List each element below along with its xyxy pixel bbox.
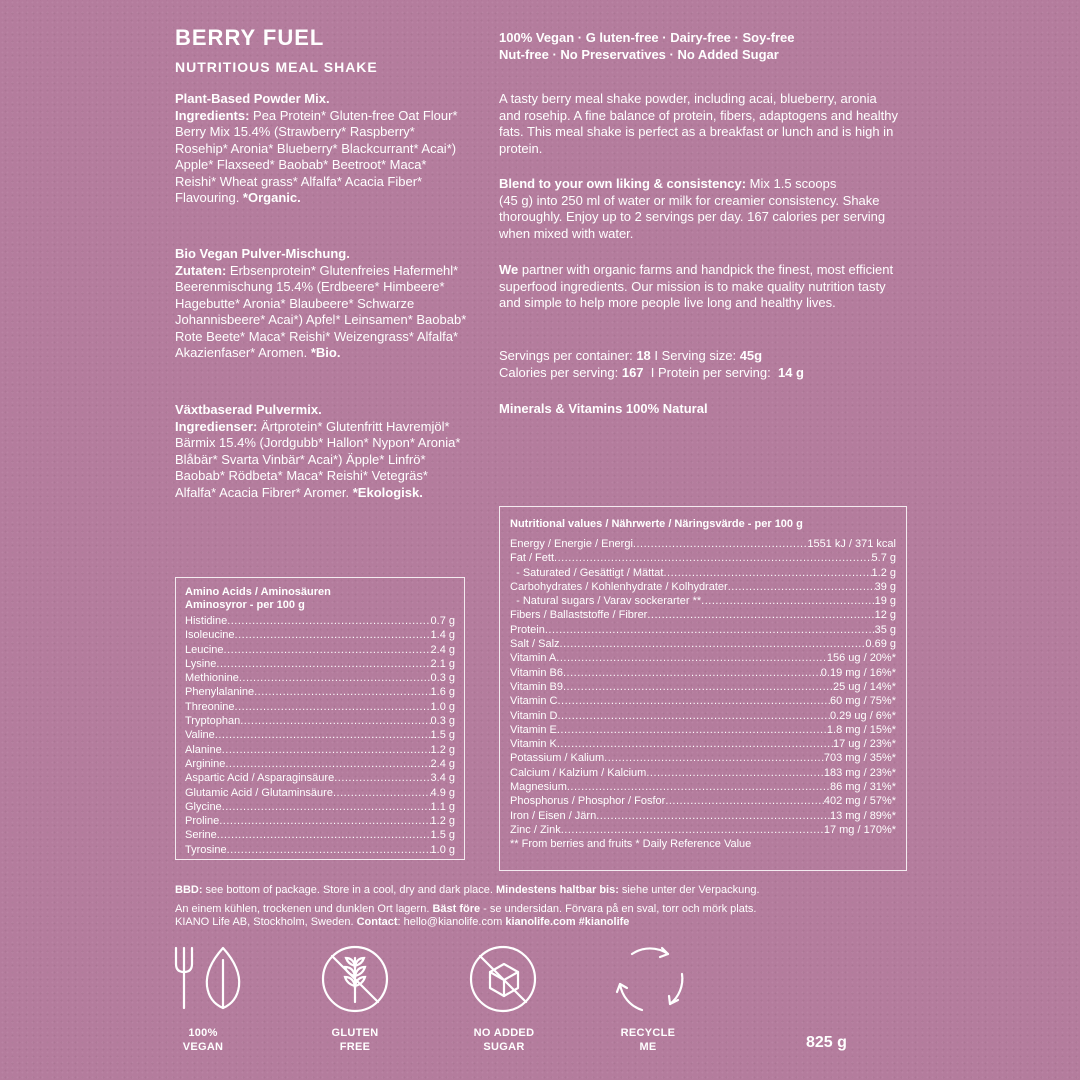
amino-row — [185, 671, 455, 685]
mhd-label: Mindestens haltbar bis: — [496, 884, 619, 896]
amino-acid-table — [175, 577, 465, 860]
claims-line-1: 100% Vegan · G luten-free · Dairy-free · Soy-free — [499, 30, 795, 45]
recycle-badge-line-1: RECYCLE — [620, 1027, 676, 1039]
nutrition-row-value: 60 mg / 75%* — [829, 695, 896, 708]
amino-row-value: 2.4 g — [430, 757, 455, 770]
company-line — [175, 914, 895, 931]
nutrition-row — [510, 608, 896, 622]
nutrition-row — [510, 680, 896, 694]
nutrition-row — [510, 580, 896, 594]
amino-row-leader — [240, 714, 430, 728]
amino-row — [185, 800, 455, 814]
ingredients-en-text: Pea Protein* Gluten-free Oat Flour* Berry Mix 15.4% (Strawberry* Raspberry* Rosehip* Aronia* Blueberry* Blackcurrant* Acai*) Apple* Flaxseed* Baobab* Beetroot* Maca* Reishi* Wheat grass* Alfalfa* Acacia Fiber* Flavouring. — [175, 107, 458, 205]
nutrition-rows — [510, 537, 896, 837]
amino-row-value: 1.2 g — [430, 815, 455, 828]
nutrition-row-leader — [646, 766, 824, 780]
nutrition-row-leader — [563, 666, 821, 680]
amino-row-leader — [222, 800, 431, 814]
nutrition-row-name: Phosphorus / Phosphor / Fosfor — [510, 795, 666, 808]
contact-text: : hello@kianolife.com — [397, 916, 506, 928]
product-subtitle: NUTRITIOUS MEAL SHAKE — [175, 59, 378, 75]
nutrition-row-name: - Natural sugars / Varav sockerarter ** — [510, 595, 702, 608]
nutrition-row-name: Magnesium — [510, 781, 567, 794]
nutrition-row-value: 17 mg / 170%* — [823, 823, 896, 836]
amino-row — [185, 814, 455, 828]
servings-per-container: 18 — [636, 348, 651, 363]
nutrition-row — [510, 809, 896, 823]
amino-row-leader — [333, 786, 431, 800]
nutrition-row-leader — [647, 608, 874, 622]
amino-row — [185, 728, 455, 742]
ingredients-en-note: *Organic. — [242, 190, 301, 205]
nutrition-row — [510, 537, 896, 551]
nutrition-table — [499, 506, 907, 871]
amino-row-name: Valine — [185, 729, 215, 742]
amino-row-value: 1.0 g — [430, 843, 455, 856]
nutrition-row-value: 156 ug / 20%* — [826, 652, 896, 665]
nutrition-row-leader — [545, 623, 875, 637]
vegan-badge-label — [168, 1026, 238, 1054]
claims-line-2: Nut-free · No Preservatives · No Added Sugar — [499, 47, 779, 62]
amino-row-name: Histidine — [185, 615, 228, 627]
no-added-sugar-badge-label — [462, 1026, 546, 1054]
amino-row-name: Tryptophan — [185, 715, 241, 728]
nutrition-row-value: 13 mg / 89%* — [829, 809, 896, 822]
servings-per-container-label: Servings per container: — [499, 348, 633, 363]
gluten-badge-line-2: FREE — [339, 1041, 371, 1053]
amino-row — [185, 614, 455, 628]
blend-text-1: Mix 1.5 scoops — [746, 176, 837, 191]
nutrition-row — [510, 823, 896, 837]
nutrition-row — [510, 737, 896, 751]
amino-row-value: 0.3 g — [430, 715, 455, 728]
amino-row-value: 2.1 g — [430, 657, 455, 670]
nutrition-row — [510, 751, 896, 765]
nutrition-row-leader — [665, 794, 824, 808]
nutrition-row — [510, 551, 896, 565]
amino-row-leader — [227, 614, 430, 628]
mhd-text: siehe unter der Verpackung. — [618, 884, 760, 896]
nutrition-row-leader — [596, 809, 830, 823]
company-name: KIANO Life AB, Stockholm, Sweden. — [175, 916, 357, 928]
nutrition-row — [510, 594, 896, 608]
amino-row-name: Phenylalanine — [185, 686, 255, 699]
amino-row-value: 1.0 g — [430, 700, 455, 713]
nutrition-row-value: 703 mg / 35%* — [823, 752, 896, 765]
amino-row-name: Isoleucine — [185, 629, 235, 642]
net-weight: 825 g — [806, 1034, 847, 1051]
amino-row — [185, 685, 455, 699]
nutrition-row-value: 86 mg / 31%* — [829, 781, 896, 794]
partner-we: We — [499, 262, 519, 277]
gluten-free-badge-label — [320, 1026, 390, 1054]
nutrition-row-value: 0.19 mg / 16%* — [820, 666, 896, 679]
amino-row-name: Alanine — [185, 743, 222, 756]
nutrition-row-name: Vitamin B9 — [510, 680, 563, 693]
nutrition-row — [510, 780, 896, 794]
minerals-text: Minerals & Vitamins 100% Natural — [499, 401, 708, 416]
no-added-sugar-icon — [468, 944, 538, 1014]
amino-row — [185, 843, 455, 857]
amino-row — [185, 714, 455, 728]
nutrition-row-value: 0.69 g — [865, 638, 896, 651]
nutrition-row-name: - Saturated / Gesättigt / Mättat — [510, 566, 664, 579]
gluten-badge-line-1: GLUTEN — [331, 1027, 379, 1039]
recycle-badge-line-2: ME — [639, 1041, 657, 1053]
nutrition-row-value: 25 ug / 14%* — [833, 680, 896, 693]
recycle-badge-label — [613, 1026, 683, 1054]
nutrition-row-value: 1551 kJ / 371 kcal — [807, 538, 896, 550]
nutrition-row-value: 39 g — [874, 580, 896, 593]
nutrition-row — [510, 723, 896, 737]
nutrition-row-value: 17 ug / 23%* — [833, 738, 896, 751]
ingredients-de-label: Zutaten: — [175, 262, 227, 278]
amino-row — [185, 743, 455, 757]
calories-value: 167 — [621, 364, 644, 380]
nutrition-row — [510, 623, 896, 637]
amino-row-name: Glycine — [185, 800, 222, 813]
nutrition-row-value: 5.7 g — [871, 552, 896, 565]
nutrition-row — [510, 637, 896, 651]
ingredients-de-text: Erbsenprotein* Glutenfreies Hafermehl* Beerenmischung 15.4% (Erdbeere* Himbeere* Hagebutte* Aronia* Blaubeere* Schwarze Johannisbeere* Acai*) Apfel* Leinsamen* Baobab* Rote Beete* Maca* Reishi* Weizengrass* Alfalfa* Akazienfaser* Aromen. — [175, 262, 467, 360]
amino-row-leader — [235, 700, 431, 714]
nutrition-header: Nutritional values / Nährwerte / Näringsvärde - per 100 g — [510, 518, 803, 530]
vegan-badge-line-1: 100% — [188, 1027, 218, 1039]
nutrition-row-name: Zinc / Zink — [510, 823, 561, 836]
nutrition-row-leader — [557, 737, 833, 751]
amino-row-name: Tyrosine — [185, 843, 227, 856]
blend-text-2: (45 g) into 250 ml of water or milk for creamier consistency. Shake thoroughly. Enjoy up to 2 servings per day. 167 calories per serving when mixed with water. — [499, 192, 886, 241]
bbd-label: BBD: — [175, 884, 203, 896]
nutrition-row-name: Iron / Eisen / Järn — [510, 809, 597, 822]
nutrition-row-name: Fibers / Ballaststoffe / Fibrer — [510, 609, 648, 622]
nutrition-row-value: 183 mg / 23%* — [823, 766, 896, 779]
amino-row — [185, 643, 455, 657]
serving-size: 45g — [739, 348, 763, 363]
amino-row-value: 1.5 g — [430, 829, 455, 842]
nutrition-row-leader — [604, 751, 824, 765]
amino-row-name: Aspartic Acid / Asparaginsäure — [185, 772, 335, 785]
storage-info — [175, 882, 895, 931]
nutrition-row-name: Salt / Salz — [510, 638, 560, 651]
ingredients-german — [175, 246, 467, 362]
nutrition-row-leader — [557, 709, 829, 723]
nutrition-row-name: Energy / Energie / Energi — [510, 538, 633, 550]
nutrition-row-name: Vitamin K — [510, 738, 557, 751]
claims — [499, 29, 899, 63]
ingredients-sv-heading: Växtbaserad Pulvermix. — [175, 402, 322, 417]
sugar-badge-line-2: SUGAR — [483, 1041, 525, 1053]
nutrition-row-value: 12 g — [874, 609, 896, 622]
amino-row-leader — [224, 643, 431, 657]
vegan-fork-leaf-icon — [172, 942, 244, 1014]
nutrition-row-name: Potassium / Kalium — [510, 752, 605, 765]
storage-sv-text: - se undersidan. Förvara på en sval, torr och mörk plats. — [480, 902, 757, 915]
amino-row — [185, 700, 455, 714]
amino-row-value: 1.2 g — [430, 743, 455, 756]
product-title: BERRY FUEL — [175, 25, 325, 50]
nutrition-row-name: Vitamin B6 — [510, 666, 563, 679]
nutrition-footnote: ** From berries and fruits * Daily Reference Value — [510, 838, 752, 851]
nutrition-row-name: Vitamin C — [510, 695, 558, 708]
amino-header-2: Aminosyror - per 100 g — [185, 599, 305, 611]
nutrition-row-value: 35 g — [874, 623, 896, 636]
amino-row-leader — [225, 757, 430, 771]
amino-row-value: 0.7 g — [430, 615, 455, 627]
blend-label: Blend to your own liking & consistency: — [499, 176, 747, 191]
amino-row-leader — [216, 657, 430, 671]
ingredients-english — [175, 91, 465, 207]
nutrition-row-leader — [557, 723, 827, 737]
nutrition-row-name: Calcium / Kalzium / Kalcium — [510, 766, 647, 779]
storage-line-1 — [175, 882, 895, 899]
amino-row-leader — [334, 771, 430, 785]
amino-row-name: Leucine — [185, 643, 224, 656]
nutrition-row-value: 1.2 g — [871, 566, 896, 579]
amino-row — [185, 828, 455, 842]
amino-rows — [185, 614, 455, 857]
calories-label: Calories per serving: — [499, 364, 619, 380]
nutrition-row-leader — [633, 537, 807, 551]
nutrition-row — [510, 566, 896, 580]
nutrition-row-leader — [567, 780, 830, 794]
protein-value: 14 g — [777, 364, 804, 380]
nutrition-row-leader — [561, 823, 824, 837]
amino-row-value: 1.5 g — [430, 729, 455, 742]
bbd-text: see bottom of package. Store in a cool, dry and dark place. — [202, 884, 497, 896]
amino-row-value: 1.6 g — [430, 686, 455, 699]
amino-row-value: 2.4 g — [430, 643, 455, 656]
ingredients-de-heading: Bio Vegan Pulver-Mischung. — [175, 246, 350, 261]
amino-row — [185, 628, 455, 642]
amino-header-1: Amino Acids / Aminosäuren — [185, 586, 331, 598]
amino-row-leader — [219, 814, 430, 828]
nutrition-row — [510, 766, 896, 780]
nutrition-row-value: 0.29 ug / 6%* — [829, 709, 896, 722]
nutrition-row-leader — [663, 566, 871, 580]
nutrition-row-name: Vitamin A — [510, 652, 557, 665]
ingredients-en-heading: Plant-Based Powder Mix. — [175, 91, 330, 106]
amino-row-leader — [235, 628, 431, 642]
amino-row-name: Glutamic Acid / Glutaminsäure — [185, 786, 333, 799]
amino-row-value: 1.4 g — [430, 629, 455, 642]
contact-label: Contact — [356, 916, 398, 928]
protein-label: I Protein per serving: — [650, 364, 771, 380]
partner-text: partner with organic farms and handpick the finest, most efficient superfood ingredients. Our mission is to make quality nutrition tasty and simple to help more people live long and healthy lives. — [499, 262, 894, 310]
partner-statement — [499, 262, 899, 312]
amino-row-name: Arginine — [185, 757, 226, 770]
nutrition-row-name: Carbohydrates / Kohlenhydrate / Kolhydrater — [510, 580, 728, 593]
nutrition-row-leader — [554, 551, 872, 565]
amino-row-value: 0.3 g — [430, 672, 455, 685]
amino-row-name: Methionine — [185, 672, 239, 685]
amino-row-leader — [215, 728, 431, 742]
amino-row-value: 1.1 g — [430, 800, 455, 813]
amino-row-value: 3.4 g — [430, 772, 455, 785]
minerals-claim — [499, 401, 708, 418]
nutrition-row-leader — [557, 694, 829, 708]
storage-de-text: An einem kühlen, trockenen und dunklen Ort lagern. — [175, 902, 433, 915]
bf-label: Bäst före — [432, 902, 481, 915]
nutrition-row-name: Protein — [510, 623, 545, 636]
amino-row — [185, 757, 455, 771]
amino-row-leader — [227, 843, 431, 857]
nutrition-row — [510, 694, 896, 708]
amino-row — [185, 771, 455, 785]
nutrition-row — [510, 709, 896, 723]
product-description: A tasty berry meal shake powder, including acai, blueberry, aronia and rosehip. A fine balance of protein, fibers, adaptogens and healthy fats. This meal shake is perfect as a breakfast or lunch and is high in protein. — [499, 91, 898, 156]
nutrition-row-leader — [701, 594, 874, 608]
nutrition-row — [510, 651, 896, 665]
amino-row-name: Serine — [185, 829, 217, 842]
amino-row-name: Proline — [185, 815, 220, 828]
ingredients-sv-text: Ärtprotein* Glutenfritt Havremjöl* Bärmix 15.4% (Jordgubb* Hallon* Nypon* Aronia* Blåbär* Svarta Vinbär* Acai*) Äpple* Linfrö* Baobab* Rödbeta* Maca* Reishi* Vetegräs* Alfalfa* Acacia Fibrer* Aromer. — [175, 418, 461, 500]
nutrition-row-name: Fat / Fett — [510, 552, 555, 565]
amino-row-name: Lysine — [185, 657, 217, 670]
ingredients-de-note: *Bio. — [310, 345, 341, 360]
amino-row-leader — [239, 671, 431, 685]
ingredients-sv-label: Ingredienser: — [175, 418, 258, 434]
sugar-badge-line-1: NO ADDED — [473, 1027, 535, 1039]
serving-info — [499, 348, 899, 381]
ingredients-en-label: Ingredients: — [175, 107, 250, 123]
serving-size-label: I Serving size: — [654, 348, 737, 363]
blend-instructions — [499, 176, 899, 242]
nutrition-row-value: 1.8 mg / 15%* — [826, 723, 896, 736]
nutrition-row-name: Vitamin E — [510, 723, 557, 736]
amino-row-value: 4.9 g — [430, 786, 455, 799]
nutrition-row — [510, 666, 896, 680]
amino-row — [185, 786, 455, 800]
amino-row-leader — [222, 743, 431, 757]
amino-row-leader — [254, 685, 430, 699]
nutrition-row-name: Vitamin D — [510, 709, 558, 722]
gluten-free-icon — [320, 944, 390, 1014]
ingredients-swedish — [175, 402, 467, 501]
nutrition-row-value: 19 g — [874, 595, 896, 608]
nutrition-row-leader — [563, 680, 833, 694]
vegan-badge-line-2: VEGAN — [182, 1041, 224, 1053]
website: kianolife.com #kianolife — [505, 916, 630, 928]
nutrition-row-leader — [556, 651, 827, 665]
nutrition-row-leader — [560, 637, 866, 651]
amino-row-name: Threonine — [185, 700, 235, 713]
amino-row — [185, 657, 455, 671]
ingredients-sv-note: *Ekologisk. — [352, 484, 423, 500]
nutrition-row-value: 402 mg / 57%* — [823, 795, 896, 808]
amino-row-leader — [217, 828, 431, 842]
recycle-icon — [612, 940, 688, 1016]
nutrition-row — [510, 794, 896, 808]
nutrition-row-leader — [728, 580, 875, 594]
